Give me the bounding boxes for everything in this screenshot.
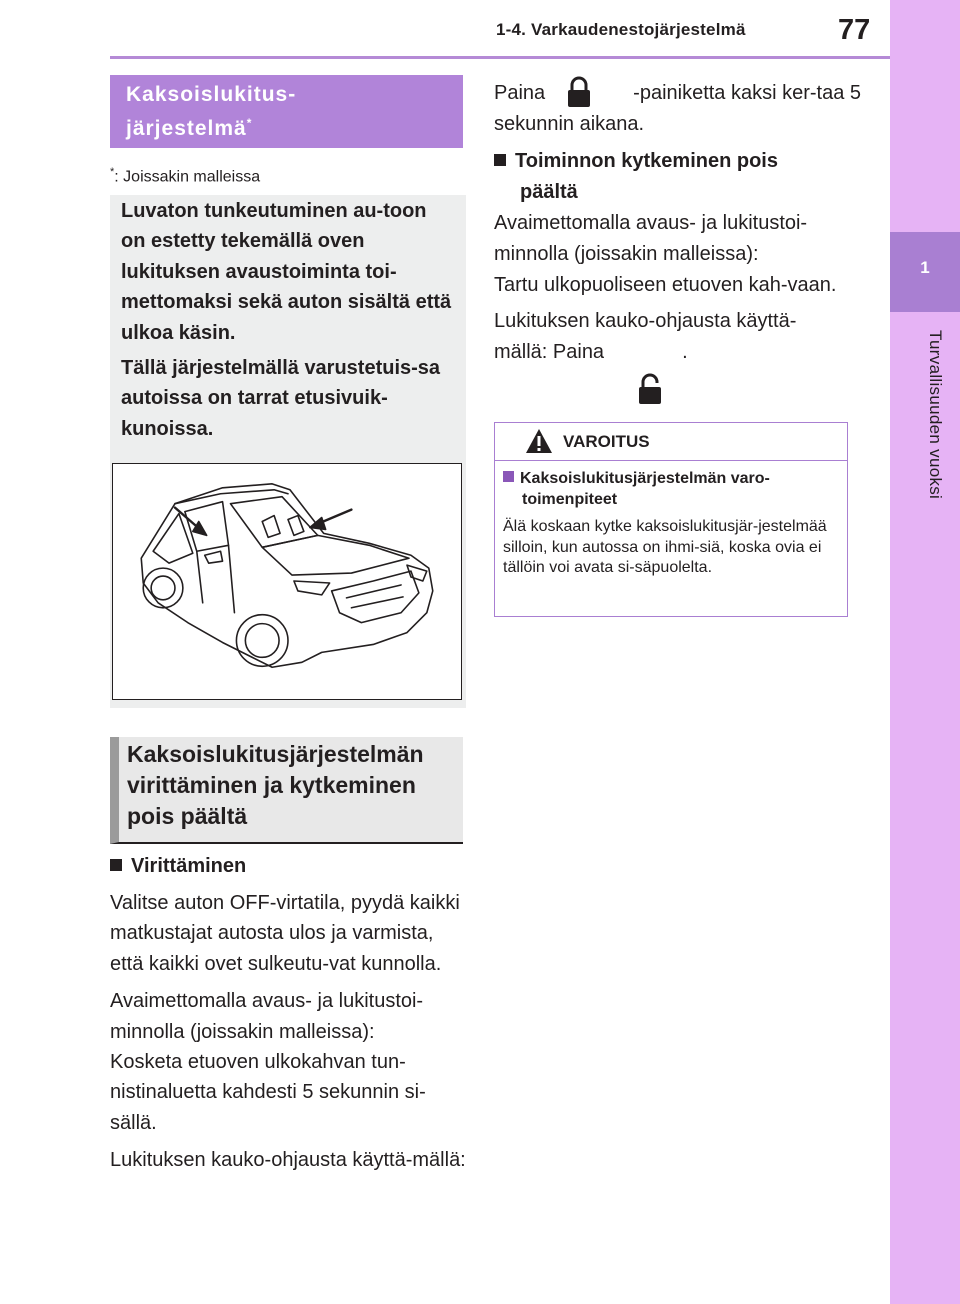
virittaminen-p1: Valitse auton OFF-virtatila, pyydä kaikki matkustajat autosta ulos ja varmista, että kaikki ovet sulkeutu-vat kunnolla. [110,892,460,975]
bullet-square-icon [110,859,122,871]
warning-header [495,423,847,461]
warning-triangle-icon [525,428,553,454]
toiminnon-p2-text: Tartu ulkopuoliseen etuoven kah-vaan. [494,274,837,296]
toiminnon-p3 [494,306,864,368]
heading-virittaminen [110,855,246,878]
virittaminen-body [110,888,470,1183]
virittaminen-p3-text: Kosketa etuoven ulkokahvan tun-nistinaluetta kahdesti 5 sekunnin si-sällä. [110,1051,426,1134]
virittaminen-p2-text: Avaimettomalla avaus- ja lukitustoi-minnolla (joissakin malleissa): [110,990,424,1043]
car-windows-label-illustration-icon [113,464,461,699]
chapter-label: Turvallisuuden vuoksi [926,330,945,500]
warning-title: VAROITUS [563,432,650,451]
unlock-icon [633,372,667,406]
title-footnote-mark: * [246,116,253,130]
heading-toiminnon-line2: päältä [520,181,578,203]
footnote-text: : Joissakin malleissa [114,168,261,186]
title-line2: järjestelmä [126,117,247,140]
subsection-heading: Kaksoislukitusjärjestelmän virittäminen ja kytkeminen pois päältä [110,737,463,844]
toiminnon-p3-end: . [682,341,688,363]
warning-subheading-line2: toimenpiteet [522,491,618,508]
bullet-square-icon [494,154,506,166]
footnote [110,166,260,186]
title-line1: Kaksoislukitus- [126,83,297,106]
toiminnon-p1-text: Avaimettomalla avaus- ja lukitustoi-minnolla (joissakin malleissa): [494,212,808,265]
toiminnon-p3-line2: mällä: Paina [494,341,605,363]
heading-virittaminen-text: Virittäminen [131,855,247,877]
press-word: Paina [494,82,546,104]
section-title: 1-4. Varkaudenestojärjestelmä [496,20,746,39]
car-illustration [112,463,462,700]
chapter-side-tab [890,0,960,1304]
virittaminen-p4: Lukituksen kauko-ohjausta käyttä-mällä: [110,1149,466,1172]
virittaminen-p2 [110,986,470,1138]
page-number: 77 [838,14,871,46]
heading-toiminnon-line1: Toiminnon kytkeminen pois [515,150,778,172]
bullet-square-icon [503,471,514,482]
header-rule [110,56,890,59]
press-rest: -painiketta kaksi ker-taa 5 sekunnin aikana. [494,82,862,135]
lock-icon [562,75,596,109]
warning-box [494,422,848,617]
heading-toiminnon [494,146,844,208]
warning-subheading [503,468,843,510]
toiminnon-body [494,208,864,373]
page-title [110,75,463,148]
warning-body: Älä koskaan kytke kaksoislukitusjär-jestelmää silloin, kun autossa on ihmi-siä, koska ovia ei tällöin voi avata si-säpuolelta. [503,518,827,576]
intro-para-1: Luvaton tunkeutuminen au-toon on estetty tekemällä oven lukituksen avaustoiminta toi-mettomaksi sekä auton sisältä että ulkoa käsin. [121,200,452,344]
intro-text [121,196,456,449]
press-lock-paragraph [494,78,864,140]
toiminnon-p1 [494,208,864,301]
footnote-mark: * [110,166,115,178]
warning-subheading-line1: Kaksoislukitusjärjestelmän varo- [520,470,770,487]
chapter-number: 1 [920,258,930,277]
toiminnon-p3-line1: Lukituksen kauko-ohjausta käyttä- [494,310,797,332]
intro-para-2: Tällä järjestelmällä varustetuis-sa autoissa on tarrat etusivuik-kunoissa. [121,357,441,440]
